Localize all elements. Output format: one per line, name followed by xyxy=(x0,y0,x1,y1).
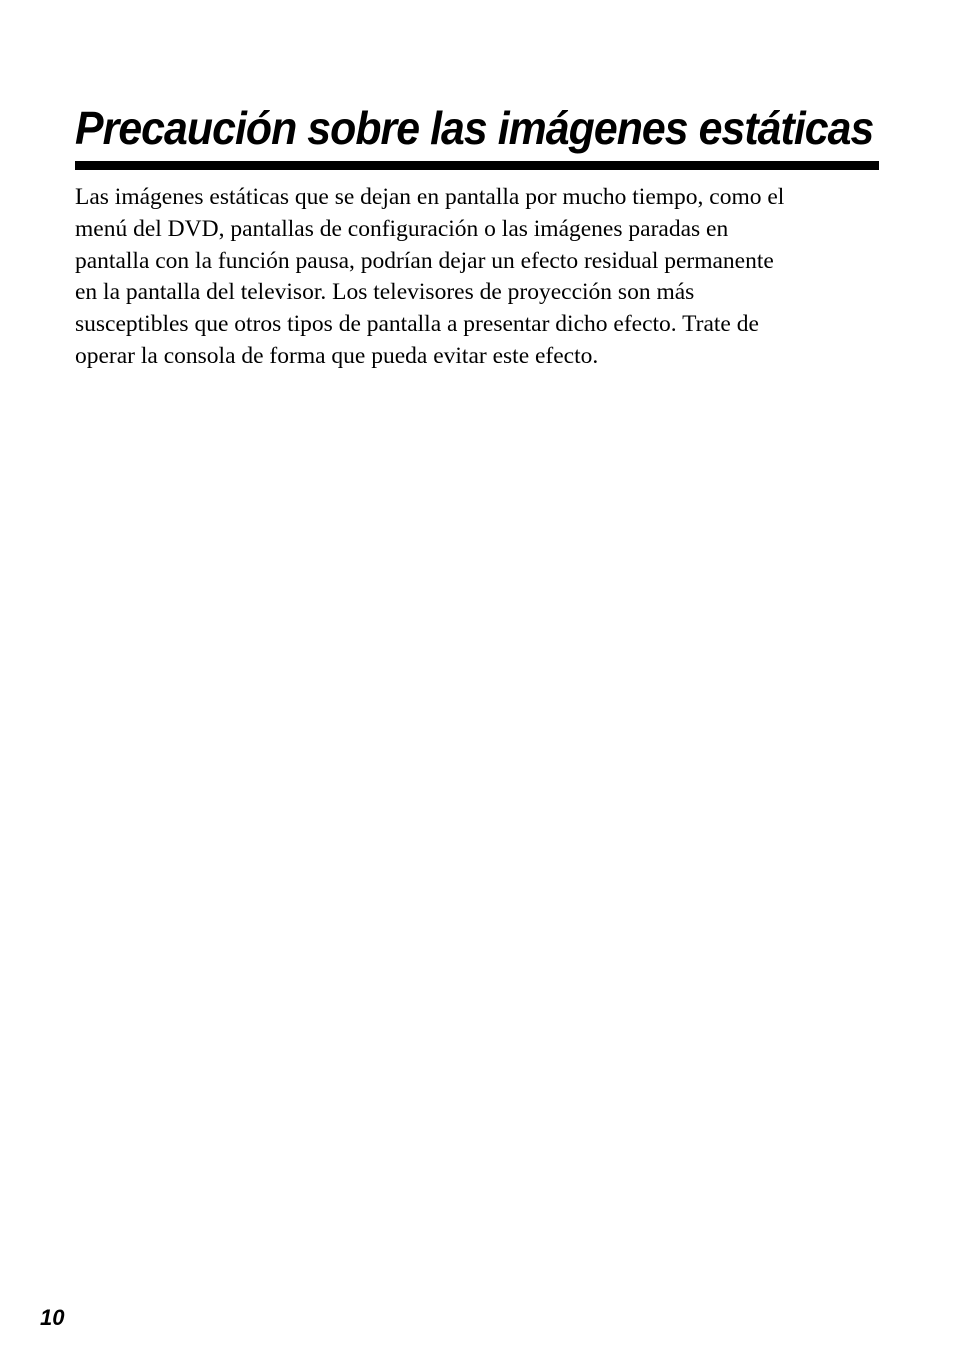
section-title: Precaución sobre las imágenes estáticas xyxy=(75,102,874,154)
title-underline-rule xyxy=(75,161,879,170)
paragraph-line: menú del DVD, pantallas de configuración o las imágenes paradas en xyxy=(75,215,729,242)
body-paragraph xyxy=(75,182,879,373)
paragraph-line: pantalla con la función pausa, podrían dejar un efecto residual permanente xyxy=(75,247,774,274)
paragraph-line: en la pantalla del televisor. Los televisores de proyección son más xyxy=(75,279,695,306)
paragraph-line: susceptibles que otros tipos de pantalla a presentar dicho efecto. Trate de xyxy=(75,311,759,338)
page-number: 10 xyxy=(40,1305,65,1330)
paragraph-line: Las imágenes estáticas que se dejan en pantalla por mucho tiempo, como el xyxy=(75,184,785,210)
paragraph-line: operar la consola de forma que pueda evitar este efecto. xyxy=(75,342,599,369)
